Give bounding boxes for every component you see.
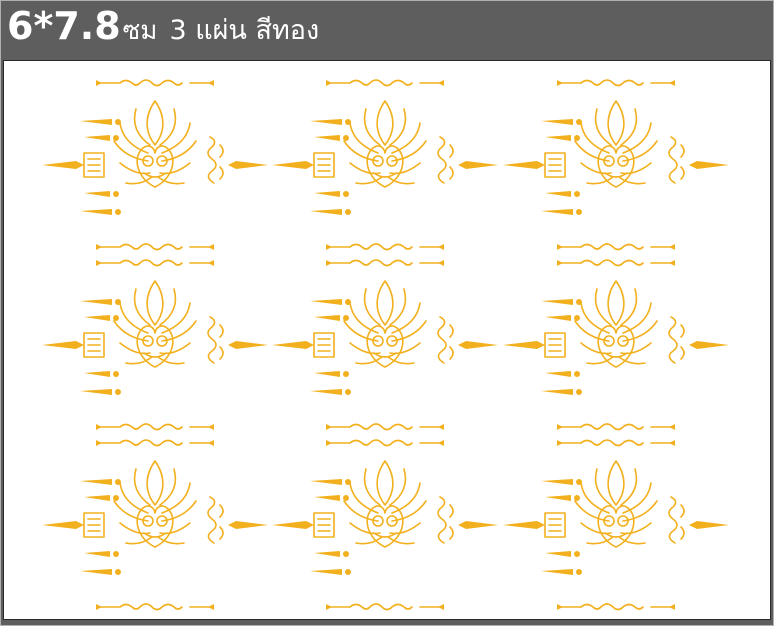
yant-tattoo-3 (501, 75, 731, 255)
lotus-yant-icon (40, 75, 270, 255)
lotus-yant-icon (501, 255, 731, 435)
yant-tattoo-1 (40, 75, 270, 255)
yant-tattoo-7 (40, 435, 270, 615)
lotus-yant-icon (270, 435, 500, 615)
yant-tattoo-6 (501, 255, 731, 435)
unit-label: ซม (122, 16, 158, 46)
lotus-yant-icon (270, 75, 500, 255)
yant-tattoo-4 (40, 255, 270, 435)
lotus-yant-icon (501, 75, 731, 255)
lotus-yant-icon (270, 255, 500, 435)
lotus-yant-icon (40, 435, 270, 615)
lotus-yant-icon (40, 255, 270, 435)
tattoo-sheet (3, 60, 771, 620)
size-label: 6*7.8 (7, 4, 121, 48)
description-label: 3 แผ่น สีทอง (169, 15, 320, 46)
yant-tattoo-8 (270, 435, 500, 615)
lotus-yant-icon (501, 435, 731, 615)
yant-tattoo-2 (270, 75, 500, 255)
yant-tattoo-5 (270, 255, 500, 435)
product-title (7, 4, 320, 48)
yant-tattoo-9 (501, 435, 731, 615)
